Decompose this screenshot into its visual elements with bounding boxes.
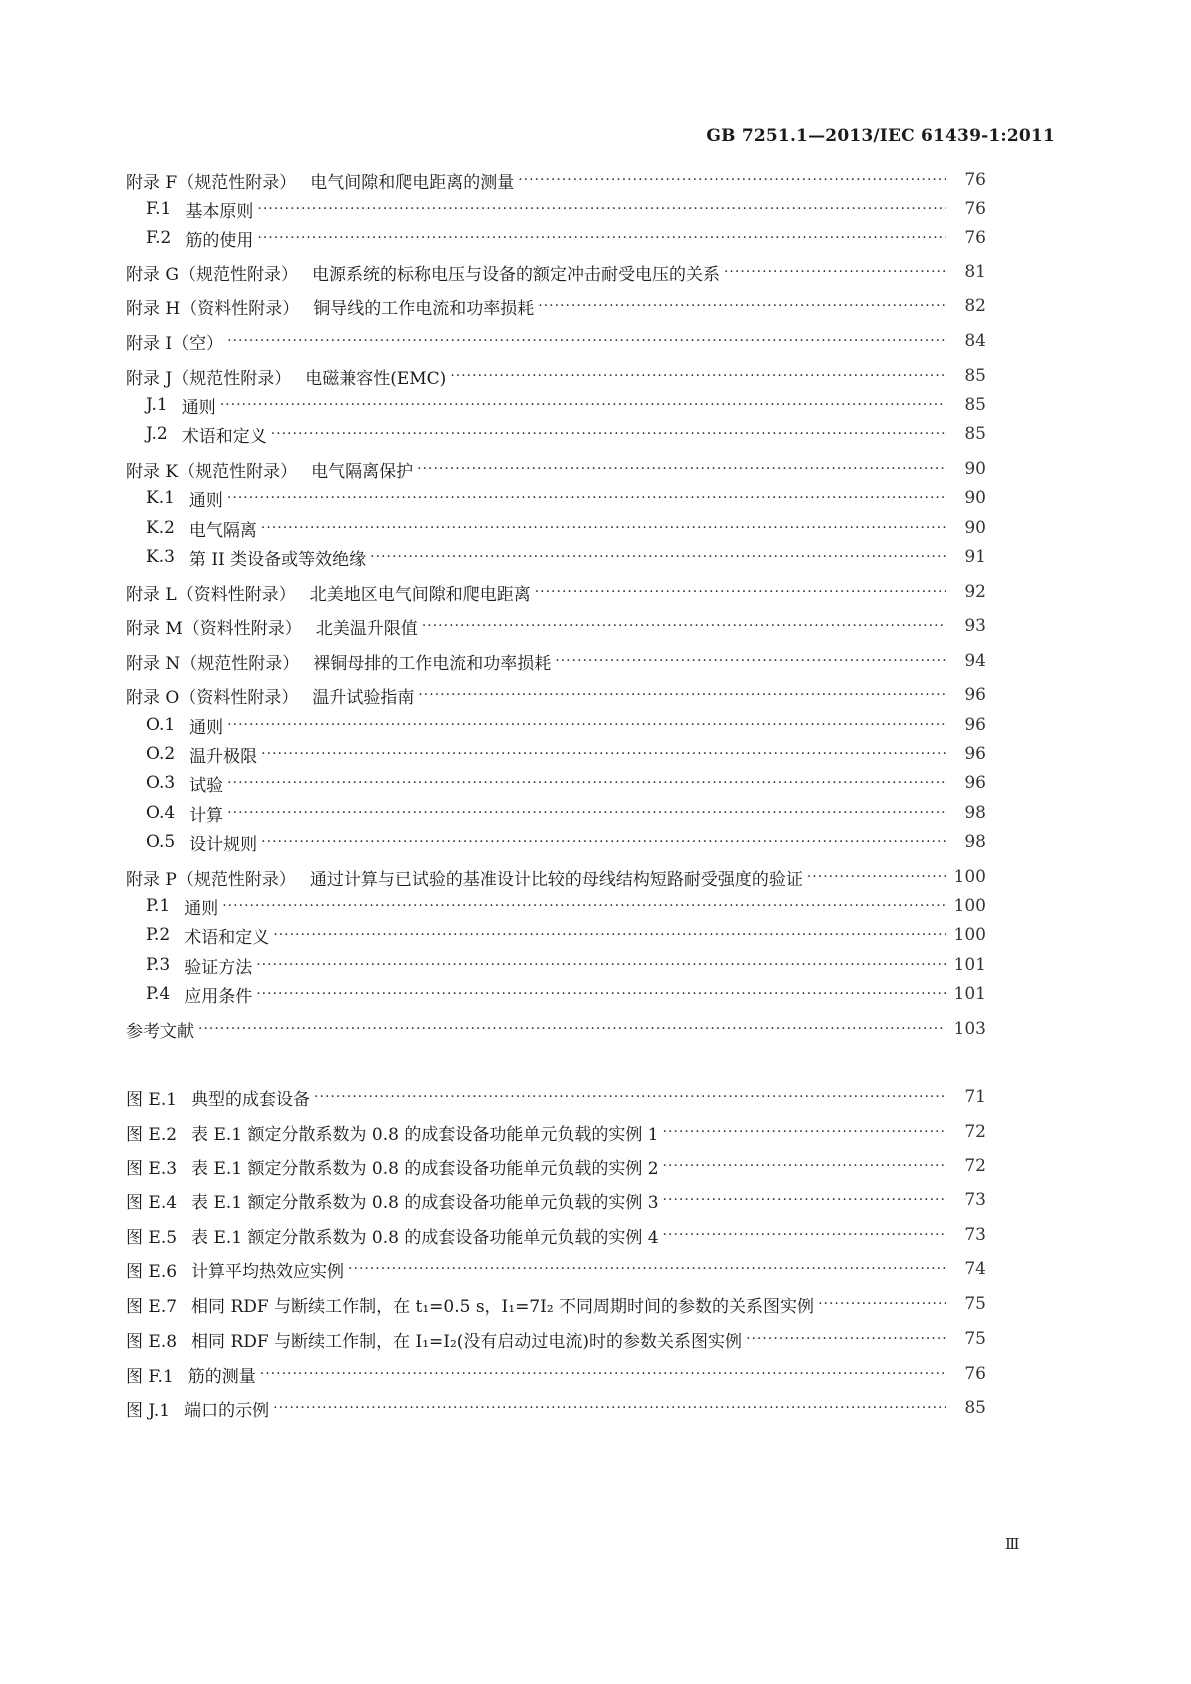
toc-entry-page: 101 — [953, 955, 986, 975]
dot-leader — [807, 869, 946, 885]
toc-entry-title: 北美地区电气间隙和爬电距离 — [309, 584, 531, 605]
figures-entry-page: 72 — [964, 1156, 986, 1176]
toc-entry[interactable] — [126, 259, 986, 285]
dot-leader — [227, 805, 946, 821]
dot-leader — [222, 898, 946, 914]
figures-entry-number: 图 E.2 — [126, 1124, 178, 1145]
figures-entry-number: 图 F.1 — [126, 1366, 174, 1387]
toc-entry-title: 通则 — [189, 717, 224, 738]
figures-entry-page: 74 — [964, 1259, 986, 1279]
figures-entry[interactable] — [126, 1084, 986, 1110]
figures-entry-number: 图 E.7 — [126, 1296, 178, 1317]
toc-entry-page: 100 — [953, 896, 986, 916]
toc-entry-page: 101 — [953, 984, 986, 1004]
toc-entry-page: 98 — [964, 832, 986, 852]
toc-entry[interactable] — [146, 421, 986, 447]
toc-entry-title: 电气隔离保护 — [311, 461, 414, 482]
toc-entry-title: 温升极限 — [189, 746, 258, 767]
dot-leader — [256, 957, 946, 973]
toc-entry-title: 通则 — [184, 898, 219, 919]
toc-entry[interactable] — [146, 712, 986, 738]
dot-leader — [261, 520, 946, 536]
toc-entry[interactable] — [146, 981, 986, 1007]
figures-entry-title: 相同 RDF 与断续工作制，在 I₁=I₂(没有启动过电流)时的参数关系图实例 — [191, 1331, 743, 1352]
toc-entry-title: 温升试验指南 — [312, 687, 415, 708]
dot-leader — [348, 1261, 946, 1277]
toc-entry-title: 电气间隙和爬电距离的测量 — [310, 172, 515, 193]
toc-entry[interactable] — [126, 293, 986, 319]
toc-entry-page: 90 — [964, 488, 986, 508]
toc-entry[interactable] — [146, 515, 986, 541]
toc-entry-page: 93 — [964, 616, 986, 636]
toc-entry-number: 附录 N（规范性附录） — [126, 653, 300, 674]
dot-leader — [273, 1400, 946, 1416]
toc-entry-title: 验证方法 — [184, 957, 253, 978]
toc-entry-title: 通则 — [181, 397, 216, 418]
toc-entry-number: F.1 — [146, 199, 172, 219]
figures-entry[interactable] — [126, 1222, 986, 1248]
figures-entry-page: 75 — [964, 1329, 986, 1349]
figures-entry[interactable] — [126, 1291, 986, 1317]
toc-entry-title: 第 II 类设备或等效绝缘 — [188, 549, 367, 570]
toc-entry[interactable] — [126, 682, 986, 708]
dot-leader — [663, 1227, 946, 1243]
toc-entry-page: 85 — [964, 424, 986, 444]
dot-leader — [227, 333, 946, 349]
toc-entry-page: 76 — [964, 199, 986, 219]
figures-entry-page: 72 — [964, 1122, 986, 1142]
toc-entry-page: 103 — [953, 1019, 986, 1039]
toc-entry[interactable] — [126, 579, 986, 605]
toc-entry[interactable] — [126, 456, 986, 482]
toc-entry[interactable] — [126, 328, 986, 354]
dot-leader — [370, 549, 946, 565]
dot-leader — [535, 584, 946, 600]
toc-entry-title: 北美温升限值 — [315, 618, 418, 639]
toc-entry-number: 附录 F（规范性附录） — [126, 172, 297, 193]
toc-entry[interactable] — [146, 225, 986, 251]
figures-entry[interactable] — [126, 1361, 986, 1387]
toc-entry-title: 设计规则 — [189, 834, 258, 855]
toc-entry-page: 96 — [964, 685, 986, 705]
dot-leader — [261, 834, 946, 850]
figures-entry-title: 表 E.1 额定分散系数为 0.8 的成套设备功能单元负载的实例 3 — [191, 1192, 659, 1213]
figures-entry-number: 图 J.1 — [126, 1400, 171, 1421]
toc-entry-number: F.2 — [146, 228, 172, 248]
figures-entry[interactable] — [126, 1256, 986, 1282]
toc-entry-number: O.5 — [146, 832, 176, 852]
dot-leader — [271, 426, 946, 442]
dot-leader — [314, 1089, 946, 1105]
toc-entry-number: O.4 — [146, 803, 176, 823]
dot-leader — [746, 1331, 946, 1347]
toc-entry[interactable] — [126, 613, 986, 639]
figures-entry-title: 表 E.1 额定分散系数为 0.8 的成套设备功能单元负载的实例 4 — [191, 1227, 659, 1248]
toc-entry-page: 90 — [964, 518, 986, 538]
figures-entry-number: 图 E.5 — [126, 1227, 178, 1248]
toc-entry-title: 应用条件 — [184, 986, 253, 1007]
toc-entry-title: 电气隔离 — [188, 520, 257, 541]
figures-entry-number: 图 E.3 — [126, 1158, 178, 1179]
figures-entry-page: 73 — [964, 1225, 986, 1245]
toc-entry[interactable] — [126, 363, 986, 389]
page-number: Ⅲ — [1005, 1535, 1020, 1553]
toc-entry-page: 92 — [964, 582, 986, 602]
toc-entry-number: P.3 — [146, 955, 171, 975]
toc-entry-number: 参考文献 — [126, 1021, 194, 1042]
toc-entry-title: 基本原则 — [185, 201, 254, 222]
dot-leader — [220, 397, 946, 413]
toc-entry[interactable] — [146, 893, 986, 919]
dot-leader — [663, 1158, 946, 1174]
toc-entry[interactable] — [146, 544, 986, 570]
toc-entry[interactable] — [146, 922, 986, 948]
toc-entry-number: J.1 — [146, 395, 168, 415]
toc-entry-title: 通过计算与已试验的基准设计比较的母线结构短路耐受强度的验证 — [309, 869, 803, 890]
toc-entry[interactable] — [146, 741, 986, 767]
figures-entry-title: 表 E.1 额定分散系数为 0.8 的成套设备功能单元负载的实例 2 — [191, 1158, 659, 1179]
dot-leader — [450, 368, 946, 384]
toc-entry-title: 铜导线的工作电流和功率损耗 — [313, 298, 535, 319]
toc-entry[interactable] — [126, 648, 986, 674]
dot-leader — [273, 927, 946, 943]
figures-entry-number: 图 E.6 — [126, 1261, 178, 1282]
toc-entry-page: 84 — [964, 331, 986, 351]
toc-entry-number: J.2 — [146, 424, 168, 444]
dot-leader — [260, 1366, 946, 1382]
dot-leader — [724, 264, 946, 280]
dot-leader — [418, 687, 946, 703]
toc-entry-page: 81 — [964, 262, 986, 282]
figures-entry[interactable] — [126, 1119, 986, 1145]
toc-entry-title: 电源系统的标称电压与设备的额定冲击耐受电压的关系 — [311, 264, 720, 285]
figures-entry-page: 76 — [964, 1364, 986, 1384]
figures-entry-page: 71 — [964, 1087, 986, 1107]
toc-entry-page: 82 — [964, 296, 986, 316]
dot-leader — [261, 746, 946, 762]
figures-entry[interactable] — [126, 1153, 986, 1179]
figures-entry-title: 表 E.1 额定分散系数为 0.8 的成套设备功能单元负载的实例 1 — [191, 1124, 659, 1145]
figures-entry-title: 相同 RDF 与断续工作制，在 t₁=0.5 s，I₁=7I₂ 不同周期时间的参数的关系图实例 — [191, 1296, 815, 1317]
dot-leader — [422, 618, 946, 634]
toc-entry-page: 90 — [964, 459, 986, 479]
toc-entry-title: 电磁兼容性(EMC) — [305, 368, 447, 389]
toc-entry-title: 通则 — [188, 490, 223, 511]
toc-entry[interactable] — [126, 864, 986, 890]
figures-entry-number: 图 E.8 — [126, 1331, 178, 1352]
dot-leader — [227, 717, 946, 733]
toc-entry[interactable] — [146, 196, 986, 222]
toc-entry-number: K.2 — [146, 518, 175, 538]
figures-entry[interactable] — [126, 1326, 986, 1352]
toc-entry-number: 附录 K（规范性附录） — [126, 461, 298, 482]
toc-entry-page: 91 — [964, 547, 986, 567]
dot-leader — [256, 986, 946, 1002]
figures-entry-title: 计算平均热效应实例 — [191, 1261, 345, 1282]
toc-entry-title: 筋的使用 — [185, 230, 254, 251]
toc-entry-title: 试验 — [189, 775, 224, 796]
standard-number-header: GB 7251.1—2013/IEC 61439-1:2011 — [706, 126, 1055, 146]
toc-entry-number: P.1 — [146, 896, 171, 916]
toc-entry-number: P.4 — [146, 984, 171, 1004]
toc-entry[interactable] — [146, 770, 986, 796]
figures-entry-title: 典型的成套设备 — [191, 1089, 311, 1110]
toc-entry-number: 附录 G（规范性附录） — [126, 264, 298, 285]
dot-leader — [555, 653, 946, 669]
toc-entry-number: 附录 I（空） — [126, 333, 224, 354]
toc-entry-title: 裸铜母排的工作电流和功率损耗 — [313, 653, 552, 674]
toc-entry-page: 85 — [964, 395, 986, 415]
toc-entry-page: 76 — [964, 170, 986, 190]
dot-leader — [257, 230, 946, 246]
toc-entry-title: 术语和定义 — [181, 426, 267, 447]
toc-entry-page: 96 — [964, 715, 986, 735]
toc-entry[interactable] — [146, 952, 986, 978]
toc-entry-number: K.1 — [146, 488, 175, 508]
toc-entry-page: 94 — [964, 651, 986, 671]
dot-leader — [227, 775, 946, 791]
toc-entry[interactable] — [126, 1016, 986, 1042]
dot-leader — [663, 1192, 946, 1208]
dot-leader — [518, 172, 946, 188]
figures-entry-title: 端口的示例 — [184, 1400, 270, 1421]
figures-entry-number: 图 E.1 — [126, 1089, 178, 1110]
dot-leader — [818, 1296, 946, 1312]
toc-entry-page: 96 — [964, 744, 986, 764]
toc-entry[interactable] — [146, 485, 986, 511]
dot-leader — [663, 1124, 946, 1140]
toc-entry[interactable] — [146, 800, 986, 826]
toc-entry-number: O.1 — [146, 715, 176, 735]
figures-entry[interactable] — [126, 1187, 986, 1213]
toc-entry-number: O.3 — [146, 773, 176, 793]
toc-entry-number: 附录 J（规范性附录） — [126, 368, 292, 389]
dot-leader — [257, 201, 946, 217]
toc-entry-number: 附录 O（资料性附录） — [126, 687, 299, 708]
dot-leader — [227, 490, 946, 506]
toc-entry-number: 附录 L（资料性附录） — [126, 584, 296, 605]
toc-entry[interactable] — [146, 829, 986, 855]
toc-entry-page: 100 — [953, 925, 986, 945]
toc-entry-number: 附录 P（规范性附录） — [126, 869, 296, 890]
toc-entry-page: 96 — [964, 773, 986, 793]
dot-leader — [417, 461, 946, 477]
toc-entry-number: P.2 — [146, 925, 171, 945]
toc-entry-title: 术语和定义 — [184, 927, 270, 948]
toc-entry-page: 98 — [964, 803, 986, 823]
toc-entry-number: 附录 M（资料性附录） — [126, 618, 302, 639]
figures-entry-page: 75 — [964, 1294, 986, 1314]
dot-leader — [538, 298, 946, 314]
figures-entry[interactable] — [126, 1395, 986, 1421]
figures-entry-page: 73 — [964, 1190, 986, 1210]
toc-entry[interactable] — [126, 167, 986, 193]
toc-entry-page: 85 — [964, 366, 986, 386]
toc-entry-number: 附录 H（资料性附录） — [126, 298, 300, 319]
toc-entry-page: 100 — [953, 867, 986, 887]
figures-entry-title: 筋的测量 — [187, 1366, 256, 1387]
figures-entry-number: 图 E.4 — [126, 1192, 178, 1213]
toc-entry-number: O.2 — [146, 744, 176, 764]
dot-leader — [198, 1021, 946, 1037]
toc-entry-number: K.3 — [146, 547, 175, 567]
toc-entry-title: 计算 — [189, 805, 224, 826]
toc-entry-page: 76 — [964, 228, 986, 248]
toc-entry[interactable] — [146, 392, 986, 418]
figures-entry-page: 85 — [964, 1398, 986, 1418]
